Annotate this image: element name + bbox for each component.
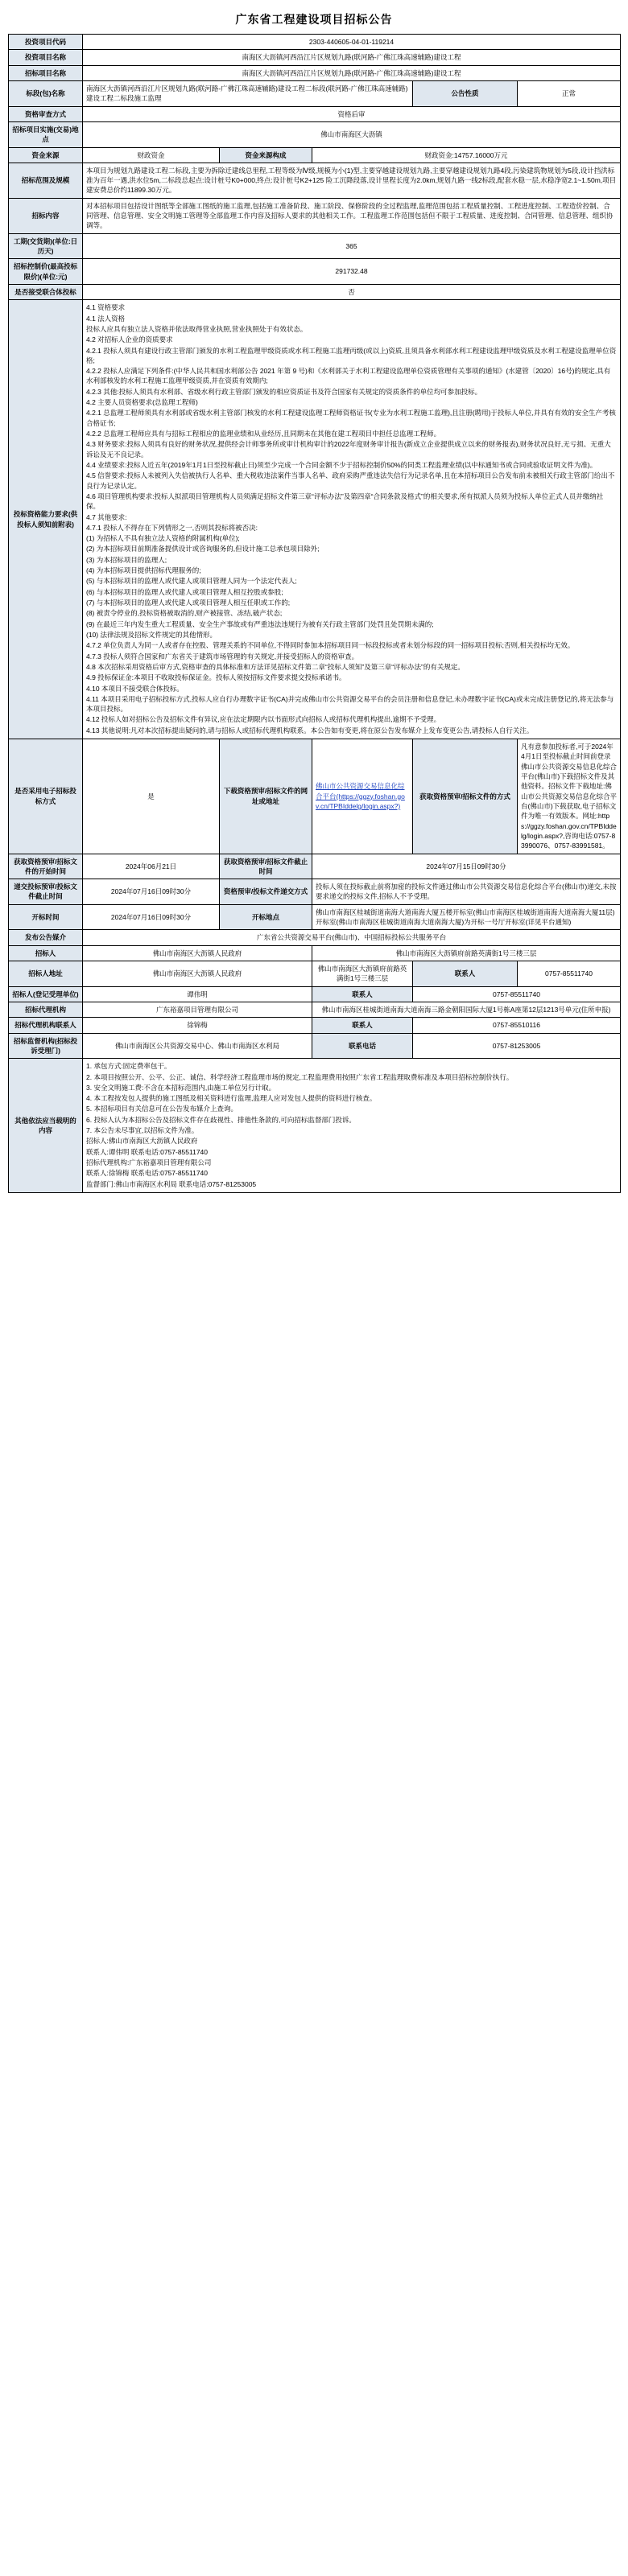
value-content: 对本招标项目包括设计图纸等全部施工图纸的施工监理,包括施工准备阶段、施工阶段、保修阶段的全过程监理,监理范围包括工程质量控制、工程进度控制、工程造价控制、合同管理、信息管理、安全文明施工管理等全部监理工作内容及招标人要求的其他相关工作。工程监理工作范围包括但不限于工程质量、进度控制、合同管理、信息管理、组织协调等。: [83, 198, 621, 233]
qualification-paragraph: 4.7 其他要求:: [86, 512, 127, 521]
label-submit-method: 资格预审/投标文件递交方式: [220, 879, 312, 905]
qualification-paragraph: 4.5 信誉要求:投标人未被列入失信被执行人名单、重大税收违法案件当事人名单、政府采购严重违法失信行为记录名单,且在本招标项目公告发布前未被相关行政主管部门给出不良行为记录认定。: [86, 471, 615, 490]
value-bid-location: 佛山市南海区大沥镇: [83, 121, 621, 147]
label-doc-end-time: 获取资格预审/招标文件截止时间: [220, 854, 312, 879]
value-scope: 本项目为规划九路建设工程二标段,主要为拆除迁建线总里程,工程等级为Ⅳ级,规模为小(1)型,主要穿越建设规划九路,主要穿越建设规划九路4段,污染建筑物规划为5段,设计挡洪标准为百年一遇,洪水位5m,二标段总起点:设计桩号K0+000,终点:设计桩号K2+125 险工沉降段落,设计里程长度为2.0km,规划九路一线2标段,配套水稳一层,水稳净宽2.1~1.50m,项目建安费总价约11899.30万元。: [83, 163, 621, 198]
label-agency: 招标代理机构: [9, 1002, 83, 1017]
qualification-paragraph: 4.2 对招标人企业的资质要求: [86, 335, 173, 344]
qualification-paragraph: (10) 法律法规及招标文件规定的其他情形。: [86, 630, 217, 639]
table-row: [9, 80, 621, 106]
value-agency-contact: 徐锦梅: [83, 1018, 312, 1033]
table-row: [9, 259, 621, 285]
label-doc-start-time: 获取资格预审/招标文件的开始时间: [9, 854, 83, 879]
value-publish-media: 广东省公共资源交易平台(佛山市)、中国招标投标公共服务平台: [83, 930, 621, 945]
value-tenderer-address-2: 佛山市南海区大沥镇府前路英满街1号三楼三层: [312, 961, 413, 987]
label-duration: 工期(交货期)(单位:日历天): [9, 233, 83, 259]
qualification-paragraph: 4.10 本项目不接受联合体投标。: [86, 684, 184, 693]
qualification-paragraph: (4) 为本招标项目提供招标代理服务的;: [86, 566, 201, 575]
label-project-name: 投资项目名称: [9, 50, 83, 65]
value-agency-phone: 0757-85510116: [413, 1018, 621, 1033]
qualification-paragraph: (2) 为本招标项目前期准备提供设计或咨询服务的,但设计施工总承包项目除外;: [86, 545, 320, 553]
other-content-paragraph: 招标代理机构:广东裕嘉项目管理有限公司: [86, 1158, 212, 1167]
value-contact-phone-1: 0757-85511740: [413, 986, 621, 1002]
table-row: [9, 106, 621, 121]
value-open-place: 佛山市南海区桂城街道南海大道南海大厦五楼开标室(佛山市南海区桂城街道南海大道南海大厦11层)开标室(佛山市南海区桂城街道南海大道南海大厦)为开标一号厅开标室(详见平台通知): [312, 904, 621, 930]
value-registration-unit: 谭伟明: [83, 986, 312, 1002]
page-title: 广东省工程建设项目招标公告: [235, 13, 393, 26]
qualification-paragraph: (9) 在最近三年内发生重大工程质量、安全生产事故或有严重违法违规行为被有关行政主管部门处罚且处罚期未满的;: [86, 619, 434, 628]
value-bid-project-name: 南海区大沥镇河西沿江片区规划九路(联河路-广佛江珠高速辅路)建设工程: [83, 65, 621, 80]
value-fund-source-type: 财政资金: [83, 147, 220, 163]
value-doc-start-time: 2024年06月21日: [83, 854, 220, 879]
value-agency-address: 佛山市南海区桂城街道南海大道南海三路金朝阳国际大厦1号栋A座第12层1213号单元(住所申报): [312, 1002, 621, 1017]
value-fund-composition: 财政资金:14757.16000万元: [312, 147, 621, 163]
table-row: [9, 198, 621, 233]
label-contact-person-2: 联系人: [312, 1018, 413, 1033]
label-get-document-method: 获取资格预审/招标文件的方式: [413, 739, 518, 854]
table-row: [9, 65, 621, 80]
label-section-name: 标段(包)名称: [9, 80, 83, 106]
value-qualification-requirements: [83, 300, 621, 739]
other-content-paragraph: 4. 本工程按发包人提供的施工图纸及相关资料进行监理,监理人应对发包人提供的资料进行核查。: [86, 1094, 377, 1103]
value-project-name: 南海区大沥镇河西沿江片区规划九路(联河路-广佛江珠高速辅路)建设工程: [83, 50, 621, 65]
qualification-paragraph: 4.2.1 投标人须具有建设行政主管部门颁发的水利工程监理甲级资质或水利工程施工监理丙级(或以上)资质,且须具备水利部水利工程建设监理甲级资质及水利工程建设监理单位资格;: [86, 346, 617, 364]
value-tenderer-address: 佛山市南海区大沥镇人民政府: [83, 961, 312, 987]
value-download-url[interactable]: [312, 739, 413, 854]
table-row: [9, 1018, 621, 1033]
download-url-link[interactable]: 佛山市公共资源交易信息化综合平台(https://ggzy.foshan.gov.cn/TPBIddelg/login.aspx?): [316, 782, 405, 810]
other-content-paragraph: 招标人:佛山市南海区大沥镇人民政府: [86, 1137, 198, 1146]
other-content-paragraph: 联系人:谭伟明 联系电话:0757-85511740: [86, 1147, 209, 1156]
value-qualify-review: 资格后审: [83, 106, 621, 121]
label-joint-bid: 是否接受联合体投标: [9, 284, 83, 299]
value-section-name: 南海区大沥镇河西沿江片区规划九路(联河路-广佛江珠高速辅路)建设工程二标段(联河路-广佛江珠高速辅路)建设工程二标段施工监理: [83, 80, 413, 106]
value-agency: 广东裕嘉项目管理有限公司: [83, 1002, 312, 1017]
table-row: [9, 50, 621, 65]
other-content-paragraph: 联系人:徐锦梅 联系电话:0757-85511740: [86, 1169, 209, 1178]
label-fund-source: 资金来源: [9, 147, 83, 163]
qualification-paragraph: (6) 与本招标项目的监理人或代建人或项目管理人相互控股或参股;: [86, 587, 283, 596]
value-tenderer-extra: 佛山市南海区大沥镇府前路英满街1号三楼三层: [312, 945, 621, 961]
other-content-paragraph: 5. 本招标项目有关信息可在公告发布媒介上查询。: [86, 1105, 238, 1113]
label-max-price: 招标控制价(最高投标限价)(单位:元): [9, 259, 83, 285]
qualification-paragraph: 4.2.2 总监理工程师应具有与招标工程相应的监理业绩和从业经历,且同期未在其他在建工程项目中担任总监理工程师。: [86, 430, 441, 438]
qualification-paragraph: (5) 与本招标项目的监理人或代建人或项目管理人同为一个法定代表人;: [86, 577, 297, 586]
table-row: [9, 854, 621, 879]
value-joint-bid: 否: [83, 284, 621, 299]
qualification-paragraph: 4.2 主要人员资格要求(总监理工程师): [86, 398, 198, 407]
qualification-paragraph: 投标人应具有独立法人资格并依法取得营业执照,营业执照处于有效状态。: [86, 324, 308, 333]
value-duration: 365: [83, 233, 621, 259]
value-max-price: 291732.48: [83, 259, 621, 285]
qualification-paragraph: (8) 被责令停业的,投标资格被取消的,财产被接管、冻结,破产状态;: [86, 609, 283, 618]
label-contact-person-1: 联系人: [312, 986, 413, 1002]
label-content: 招标内容: [9, 198, 83, 233]
qualification-paragraph: 4.9 投标保证金:本项目不收取投标保证金。投标人须按招标文件要求提交投标承诺书。: [86, 673, 346, 682]
qualification-paragraph: 4.8 本次招标采用资格后审方式,资格审查的具体标准和方法详见招标文件第二章“投标人须知”及第三章“评标办法”的有关规定。: [86, 662, 465, 671]
qualification-paragraph: 4.12 投标人如对招标公告及招标文件有异议,应在法定期限内以书面形式向招标人或招标代理机构提出,逾期不予受理。: [86, 715, 441, 724]
label-supervisor: 招标监督机构(招标投诉受理门): [9, 1033, 83, 1059]
value-project-code: 2303-440605-04-01-119214: [83, 35, 621, 50]
other-content-paragraph: 监督部门:佛山市南海区水利局 联系电话:0757-81253005: [86, 1179, 257, 1188]
label-tenderer-address: 招标人地址: [9, 961, 83, 987]
other-content-paragraph: 1. 承包方式:固定费率包干。: [86, 1062, 171, 1071]
table-row: [9, 930, 621, 945]
qualification-paragraph: 4.2.2 投标人应满足下列条件:(中华人民共和国水利部公告 2021 年第 9 号)和《水利部关于水利工程建设监理单位资质管理有关事项的通知》(水建管〔2020〕16号)的规定,具有水利部核发的水利工程施工监理甲级资质,并在资质有效期内;: [86, 367, 611, 385]
value-announce-nature: 正常: [518, 80, 621, 106]
qualification-paragraph: (7) 与本招标项目的监理人或代建人或项目管理人相互任职或工作的;: [86, 599, 291, 607]
value-electronic-bidding: 是: [83, 739, 220, 854]
label-submit-deadline: 递交投标预审/投标文件截止时间: [9, 879, 83, 905]
qualification-paragraph: 4.1 法人资格: [86, 314, 126, 323]
label-bid-project-name: 招标项目名称: [9, 65, 83, 80]
table-row: [9, 961, 621, 987]
qualification-paragraph: 4.2.1 总监理工程师须具有水利部或省级水利主管部门核发的水利工程建设监理工程师资格证书(专业为水利工程施工监理),且注册(聘用)于投标人单位,并具有有效的安全生产考核合格证书;: [86, 409, 616, 427]
label-download-url: 下载资格预审/招标文件的网址或地址: [220, 739, 312, 854]
label-other-content: 其他依法应当载明的内容: [9, 1059, 83, 1193]
qualification-paragraph: 4.7.1 投标人不得存在下列情形之一,否则其投标将被否决:: [86, 523, 258, 532]
other-content-paragraph: 7. 本公告未尽事宜,以招标文件为准。: [86, 1126, 199, 1135]
table-row: [9, 739, 621, 854]
qualification-paragraph: 4.1 资格要求: [86, 303, 126, 312]
table-row: [9, 163, 621, 198]
qualification-paragraph: (1) 为招标人不具有独立法人资格的附属机构(单位);: [86, 534, 240, 543]
table-row: [9, 986, 621, 1002]
other-content-paragraph: 3. 安全文明施工费:不含在本招标范围内,由施工单位另行计取。: [86, 1083, 276, 1092]
qualification-paragraph: 4.4 业绩要求:投标人近五年(2019年1月1日至投标截止日)须至少完成一个合同金额不少于招标控制价50%的同类工程监理业绩(以中标通知书或合同或验收证明文件为准)。: [86, 460, 597, 469]
table-row: [9, 1033, 621, 1059]
qualification-paragraph: 4.13 其他说明:凡对本次招标提出疑问的,请与招标人或招标代理机构联系。本公告如有变更,将在原公告发布媒介上发布变更公告,请投标人自行关注。: [86, 726, 534, 735]
value-supervisor-phone: 0757-81253005: [413, 1033, 621, 1059]
label-project-code: 投资项目代码: [9, 35, 83, 50]
qualification-paragraph: 4.6 项目管理机构要求:投标人拟派项目管理机构人员须满足招标文件第三章“评标办法”及第四章“合同条款及格式”的相关要求,所有拟派人员须为投标人单位正式人员并缴纳社保。: [86, 492, 604, 511]
value-supervisor: 佛山市南海区公共资源交易中心、佛山市南海区水利局: [83, 1033, 312, 1059]
qualification-paragraph: (3) 为本招标项目的监理人;: [86, 555, 167, 564]
value-other-content: [83, 1059, 621, 1193]
label-publish-media: 发布公告媒介: [9, 930, 83, 945]
table-row: [9, 904, 621, 930]
label-open-time: 开标时间: [9, 904, 83, 930]
value-get-document-method: 凡有意参加投标者,可于2024年4月1日至投标截止时间前登录佛山市公共资源交易信息化综合平台(佛山市)下载招标文件及其他资料。招标文件下载地址:佛山市公共资源交易信息化综合平台(佛山市)下载获取,电子招标文件为唯一有效版本。网址:https://ggzy.foshan.gov.cn/TPBIddelg/login.aspx?,咨询电话:0757-83990076、0757-83991581。: [518, 739, 621, 854]
value-tenderer-contact-phone: 0757-85511740: [518, 961, 621, 987]
label-tenderer: 招标人: [9, 945, 83, 961]
table-row: [9, 300, 621, 739]
value-tenderer: 佛山市南海区大沥镇人民政府: [83, 945, 312, 961]
document-page: [0, 0, 628, 1204]
qualification-paragraph: 4.3 财务要求:投标人须具有良好的财务状况,提供经会计师事务所或审计机构审计的2022年度财务审计报告(新成立企业提供成立以来的财务报表),财务状况良好,无亏损、无重大诉讼及无不良记录。: [86, 440, 611, 459]
label-fund-composition: 资金来源构成: [220, 147, 312, 163]
table-row: [9, 945, 621, 961]
qualification-paragraph: 4.2.3 其他:投标人须具有水利部、省级水利行政主管部门颁发的相应资质证书及符合国家有关规定的资质条件的单位均可参加投标。: [86, 387, 482, 396]
value-doc-end-time: 2024年07月15日09时30分: [312, 854, 621, 879]
qualification-paragraph: 4.7.3 投标人须符合国家和广东省关于建筑市场管理的有关规定,并接受招标人的资格审查。: [86, 652, 359, 660]
value-submit-method: 投标人须在投标截止前将加密的投标文件通过佛山市公共资源交易信息化综合平台(佛山市)递交,未按要求递交的投标文件,招标人不予受理。: [312, 879, 621, 905]
label-bid-location: 招标项目实施(交易)地点: [9, 121, 83, 147]
label-announce-nature: 公告性质: [413, 80, 518, 106]
other-content-paragraph: 2. 本项目按照公开、公平、公正、诚信、科学经济工程监理市场的规定,工程监理费用按照广东省工程监理取费标准及本项目招标控制价执行。: [86, 1072, 514, 1081]
announcement-table: [8, 34, 621, 1193]
label-registration-unit: 招标人(登记受理单位): [9, 986, 83, 1002]
label-qualification-requirements: 投标资格能力要求(供投标人须知前附表): [9, 300, 83, 739]
table-row: [9, 1059, 621, 1193]
table-row: [9, 35, 621, 50]
label-scope: 招标范围及规模: [9, 163, 83, 198]
value-open-time: 2024年07月16日09时30分: [83, 904, 220, 930]
label-qualify-review: 资格审查方式: [9, 106, 83, 121]
other-content-paragraph: 6. 投标人认为本招标公告及招标文件存在歧视性、排他性条款的,可向招标监督部门投诉。: [86, 1115, 356, 1124]
table-row: [9, 121, 621, 147]
label-electronic-bidding: 是否采用电子招标投标方式: [9, 739, 83, 854]
table-row: [9, 233, 621, 259]
label-agency-contact: 招标代理机构联系人: [9, 1018, 83, 1033]
label-tenderer-contact: 联系人: [413, 961, 518, 987]
value-submit-deadline: 2024年07月16日09时30分: [83, 879, 220, 905]
label-supervisor-phone: 联系电话: [312, 1033, 413, 1059]
table-row: [9, 1002, 621, 1017]
table-row: [9, 147, 621, 163]
label-open-place: 开标地点: [220, 904, 312, 930]
table-row: [9, 879, 621, 905]
qualification-paragraph: 4.7.2 单位负责人为同一人或者存在控股、管理关系的不同单位,不得同时参加本招标项目同一标段投标或者未划分标段的同一招标项目投标;否则,相关投标均无效。: [86, 641, 575, 650]
table-row: [9, 284, 621, 299]
qualification-paragraph: 4.11 本项目采用电子招标投标方式,投标人应自行办理数字证书(CA)并完成佛山市公共资源交易平台的会员注册和信息登记,未办理数字证书(CA)或未完成注册登记的,将无法参与本项目投标。: [86, 694, 614, 714]
